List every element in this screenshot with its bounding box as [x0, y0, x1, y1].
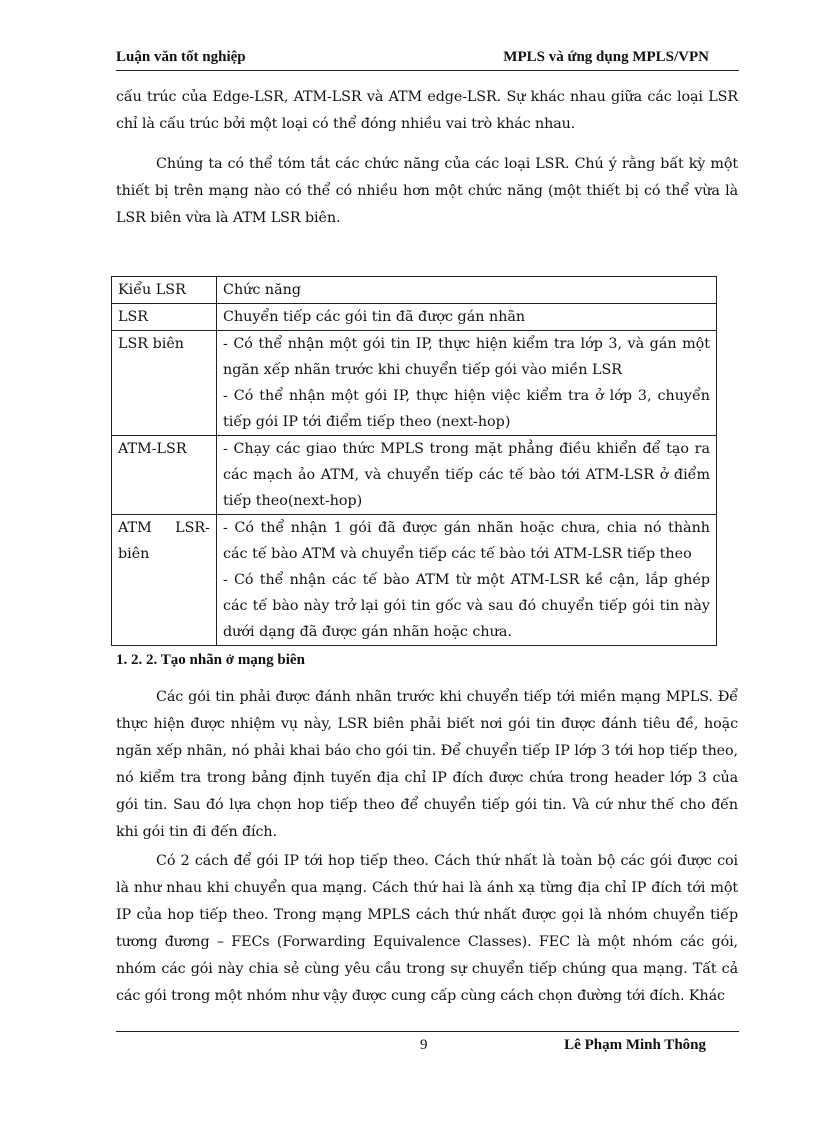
- table-row: [112, 304, 717, 331]
- table-cell-function: [217, 515, 717, 646]
- table-cell-function: [217, 436, 717, 515]
- header-document-title: MPLS và ứng dụng MPLS/VPN: [503, 49, 709, 65]
- table-header-type: Kiểu LSR: [112, 277, 217, 304]
- function-line: - Có thể nhận các tế bào ATM từ một ATM-LSR kề cận, lắp ghép các tế bào này trở lại gói tin gốc và sau đó chuyển tiếp gói tin này dưới dạng đã được gán nhãn hoặc chưa.: [223, 572, 710, 640]
- header-divider: [116, 70, 739, 71]
- lsr-function-table: [111, 276, 717, 646]
- table-row: [112, 331, 717, 436]
- header-thesis-title: Luận văn tốt nghiệp: [116, 49, 246, 65]
- function-line: - Có thể nhận 1 gói đã được gán nhãn hoặc chưa, chia nó thành các tế bào ATM và chuyển tiếp các tế bào tới ATM-LSR tiếp theo: [223, 520, 710, 562]
- footer-divider: [116, 1031, 739, 1032]
- footer-author: Lê Phạm Minh Thông: [564, 1037, 706, 1053]
- function-line: - Có thể nhận một gói IP, thực hiện việc kiểm tra ở lớp 3, chuyển tiếp gói IP tới điểm tiếp theo (next-hop): [223, 388, 710, 430]
- table-cell-function: [217, 304, 717, 331]
- table-row: [112, 515, 717, 646]
- table-cell-type: ATM-LSR: [112, 436, 217, 515]
- function-line: Chuyển tiếp các gói tin đã được gán nhãn: [223, 309, 526, 325]
- page-header: [116, 49, 739, 69]
- function-line: - Chạy các giao thức MPLS trong mặt phẳng điều khiển để tạo ra các mạch ảo ATM, và chuyển tiếp các tế bào tới ATM-LSR ở điểm tiếp theo(next-hop): [223, 441, 710, 509]
- paragraph-fec: Có 2 cách để gói IP tới hop tiếp theo. Cách thứ nhất là toàn bộ các gói được coi là như nhau khi chuyển qua mạng. Cách thứ hai là ánh xạ từng địa chỉ IP đích tới một IP của hop tiếp theo. Trong mạng MPLS cách thứ nhất được gọi là nhóm chuyển tiếp tương đương – FECs (Forwarding Equivalence Classes). FEC là một nhóm các gói, nhóm các gói này chia sẻ cùng yêu cầu trong sự chuyển tiếp chúng qua mạng. Tất cả các gói trong một nhóm như vậy được cung cấp cùng cách chọn đường tới đích. Khác: [116, 853, 738, 1004]
- table-cell-type: ATM LSR-biên: [112, 515, 217, 646]
- paragraph-lsr-summary: Chúng ta có thể tóm tắt các chức năng của các loại LSR. Chú ý rằng bất kỳ một thiết bị trên mạng nào có thể có nhiều hơn một chức năng (một thiết bị có thể vừa là LSR biên vừa là ATM LSR biên.: [116, 156, 738, 226]
- table-header-row: [112, 277, 717, 304]
- table-cell-function: [217, 331, 717, 436]
- table-header-function: Chức năng: [217, 277, 717, 304]
- page-number: 9: [420, 1037, 428, 1053]
- table-cell-type: LSR: [112, 304, 217, 331]
- table-cell-type: LSR biên: [112, 331, 217, 436]
- paragraph-edge-labeling: Các gói tin phải được đánh nhãn trước khi chuyển tiếp tới miền mạng MPLS. Để thực hiện được nhiệm vụ này, LSR biên phải biết nơi gói tin được đánh tiêu đề, hoặc ngăn xếp nhãn, nó phải khai báo cho gói tin. Để chuyển tiếp IP lớp 3 tới hop tiếp theo, nó kiểm tra trong bảng định tuyến địa chỉ IP đích được chứa trong header lớp 3 của gói tin. Sau đó lựa chọn hop tiếp theo để chuyển tiếp gói tin. Và cứ như thế cho đến khi gói tin đi đến đích.: [116, 689, 738, 840]
- section-heading: 1. 2. 2. Tạo nhãn ở mạng biên: [116, 652, 305, 668]
- paragraph-lsr-structure: cấu trúc của Edge-LSR, ATM-LSR và ATM edge-LSR. Sự khác nhau giữa các loại LSR chỉ là cấu trúc bởi một loại có thể đóng nhiều vai trò khác nhau.: [116, 89, 738, 132]
- table-row: [112, 436, 717, 515]
- function-line: - Có thể nhận một gói tin IP, thực hiện kiểm tra lớp 3, và gán một ngăn xếp nhãn trước khi chuyển tiếp gói vào miền LSR: [223, 336, 710, 378]
